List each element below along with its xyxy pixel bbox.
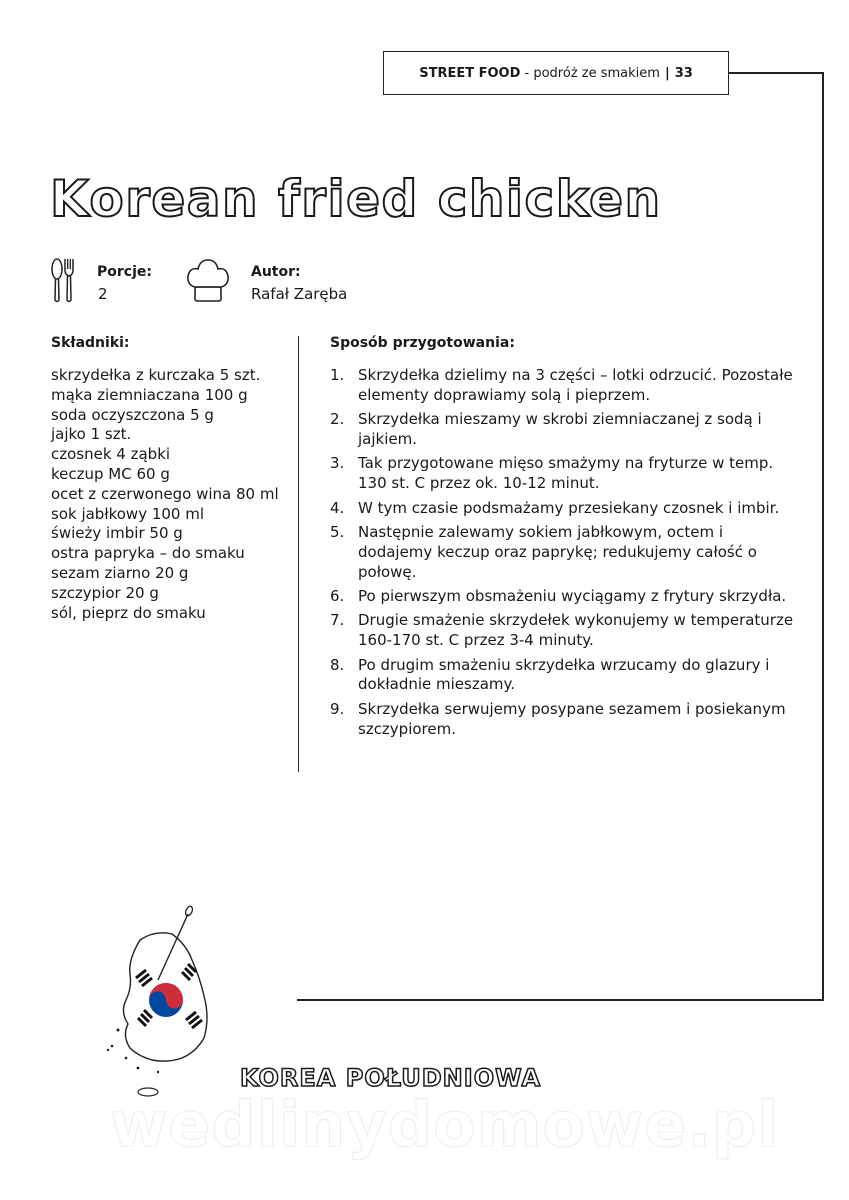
step-number: 1. [330,366,345,384]
step-item [330,611,800,651]
ingredient-item: skrzydełka z kurczaka 5 szt. [51,366,261,384]
step-number: 9. [330,699,345,718]
step-item [330,410,800,450]
step-number: 8. [330,655,345,674]
step-text: Po drugim smażeniu skrzydełka wrzucamy do glazury i dokładnie mieszamy. [358,655,770,694]
method-steps [330,366,800,744]
step-item [330,366,800,406]
ingredient-item: jajko 1 szt. [51,425,132,444]
ingredient-item: sezam ziarno 20 g [51,563,189,582]
step-item [330,656,800,696]
column-divider [298,336,299,772]
ingredient-item: keczup MC 60 g [51,464,170,483]
watermark: wedlinydomowe.pl [110,1088,780,1161]
step-item [330,523,800,582]
recipe-title: Korean fried chicken [50,170,662,228]
author-value: Rafał Zaręba [251,285,348,303]
ingredient-item: czosnek 4 ząbki [51,445,171,464]
frame-line-top [729,72,823,74]
korea-map-flag-illustration [100,900,230,1104]
step-item [330,454,800,494]
ingredient-item: mąka ziemniaczana 100 g [51,385,248,404]
step-text: Następnie zalewamy sokiem jabłkowym, octem i dodajemy keczup oraz paprykę; redukujemy całość o połowę. [358,522,757,581]
step-number: 3. [330,454,345,473]
header-separator: | [664,65,670,81]
ingredient-item: szczypior 20 g [51,583,159,602]
step-item [330,587,800,607]
ingredient-item: ocet z czerwonego wina 80 ml [51,484,279,503]
step-text: Skrzydełka serwujemy posypane sezamem i posiekanym szczypiorem. [358,699,786,738]
spoon-fork-icon [50,258,76,308]
servings-label: Porcje: [97,264,152,280]
step-text: W tym czasie podsmażamy przesiekany czosnek i imbir. [358,498,780,517]
ingredients-list [51,366,281,623]
ingredient-item: sól, pieprz do smaku [51,603,206,622]
frame-line-right [822,72,824,1000]
step-text: Skrzydełka mieszamy w skrobi ziemniaczanej z sodą i jajkiem. [358,410,762,448]
step-number: 6. [330,586,345,605]
step-number: 7. [330,611,345,630]
page-number: 33 [674,65,693,81]
ingredient-item: sok jabłkowy 100 ml [51,504,205,523]
step-number: 5. [330,522,345,541]
step-text: Tak przygotowane mięso smażymy na fryturze w temp. 130 st. C przez ok. 10-12 minut. [358,454,774,493]
region-label: KOREA POŁUDNIOWA [240,1064,542,1092]
author-label: Autor: [251,264,301,280]
step-text: Po pierwszym obsmażeniu wyciągamy z frytury skrzydła. [358,586,787,605]
method-heading: Sposób przygotowania: [330,335,515,351]
frame-line-bottom [297,999,824,1001]
step-number: 2. [330,410,345,429]
step-text: Drugie smażenie skrzydełek wykonujemy w temperaturze 160-170 st. C przez 3-4 minuty. [358,611,794,650]
ingredients-heading: Składniki: [51,335,130,351]
servings-value: 2 [98,285,108,303]
step-text: Skrzydełka dzielimy na 3 części – lotki odrzucić. Pozostałe elementy doprawiamy solą i pieprzem. [358,366,793,404]
series-title: STREET FOOD [419,65,521,81]
ingredient-item: soda oczyszczona 5 g [51,405,214,424]
ingredient-item: świeży imbir 50 g [51,524,183,543]
step-item [330,700,800,740]
series-subtitle: - podróż ze smakiem [520,65,660,81]
chef-hat-icon [186,258,230,308]
running-header [383,51,729,95]
ingredient-item: ostra papryka – do smaku [51,544,245,563]
step-item [330,499,800,519]
step-number: 4. [330,498,345,517]
